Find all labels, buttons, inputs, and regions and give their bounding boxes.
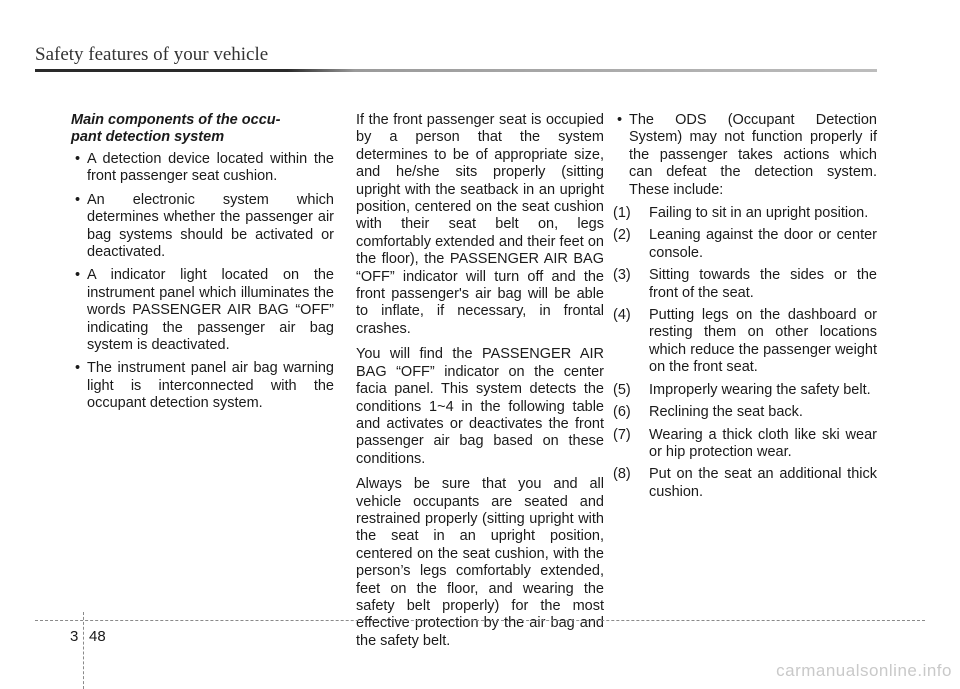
- list-item: • A indicator light located on the instrument panel which illuminates the words PASSENGER AIR BAG “OFF” indicating the passenger air bag system is deactivated.: [71, 267, 334, 354]
- conditions-list: [613, 205, 877, 501]
- components-list: [71, 151, 334, 413]
- item-text: Failing to sit in an upright position.: [649, 205, 869, 222]
- item-text: Putting legs on the dashboard or resting them on other locations which reduce the passenger weight on the front seat.: [649, 307, 877, 376]
- footer-vertical-divider: [83, 612, 84, 689]
- item-text: Sitting towards the sides or the front of the seat.: [649, 267, 877, 301]
- list-item: [613, 466, 877, 501]
- list-item: [613, 307, 877, 377]
- paragraph: Always be sure that you and all vehicle occupants are seated and restrained properly (sitting upright with the seat in an upright position, centered on the seat cushion, with the person’s legs comfortably extended, feet on the floor, and wearing the safety belt properly) for the most effective protection by the air bag and the safety belt.: [356, 476, 604, 649]
- list-item: • A detection device located within the front passenger seat cushion.: [71, 151, 334, 186]
- column-2: [356, 112, 604, 658]
- list-item: [613, 404, 877, 421]
- list-item: [613, 267, 877, 302]
- item-number: (1): [613, 205, 631, 222]
- item-number: (2): [613, 227, 631, 244]
- item-text: Reclining the seat back.: [649, 404, 803, 421]
- item-number: (5): [613, 381, 631, 398]
- watermark: carmanualsonline.info: [776, 661, 952, 680]
- column-3: [613, 112, 877, 506]
- item-text: Leaning against the door or center console.: [649, 227, 877, 261]
- item-number: (7): [613, 426, 631, 443]
- item-text: Put on the seat an additional thick cushion.: [649, 466, 877, 500]
- section-subheading: [71, 112, 334, 146]
- paragraph: You will find the PASSENGER AIR BAG “OFF” indicator on the center facia panel. This system detects the conditions 1~4 in the following table and activates or deactivates the front passenger air bag based on these conditions.: [356, 346, 604, 467]
- page-header-title: Safety features of your vehicle: [35, 44, 269, 65]
- list-item: • An electronic system which determines whether the passenger air bag systems should be activated or deactivated.: [71, 192, 334, 262]
- ods-warning-list: [613, 112, 877, 199]
- page-number: 48: [89, 628, 106, 645]
- footer-divider: [35, 620, 925, 621]
- item-number: (3): [613, 267, 631, 284]
- chapter-number: 3: [70, 628, 79, 645]
- list-item: [613, 427, 877, 462]
- item-text: Improperly wearing the safety belt.: [649, 381, 871, 398]
- list-item: [613, 227, 877, 262]
- column-1: [71, 112, 334, 419]
- header-rule: [35, 69, 877, 72]
- subheading-line-2: pant detection system: [71, 129, 225, 145]
- paragraph: If the front passenger seat is occupied by a person that the system determines to be of appropriate size, and he/she sits properly (sitting upright with the seatback in an upright position, centered on the seat cushion with their seat belt on, legs comfortably extended and their feet on the floor), the PASSENGER AIR BAG “OFF” indicator will turn off and the front passenger's air bag will be able to inflate, if necessary, in frontal crashes.: [356, 112, 604, 337]
- list-item: • The ODS (Occupant Detection System) may not function properly if the passenger takes actions which can defeat the detection system. These include:: [613, 112, 877, 199]
- item-number: (4): [613, 307, 631, 324]
- list-item: [613, 205, 877, 222]
- item-number: (6): [613, 404, 631, 421]
- list-item: [613, 382, 877, 399]
- list-item: • The instrument panel air bag warning light is interconnected with the occupant detection system.: [71, 360, 334, 412]
- subheading-line-1: Main components of the occu-: [71, 112, 281, 128]
- item-text: Wearing a thick cloth like ski wear or hip protection wear.: [649, 426, 877, 460]
- item-number: (8): [613, 466, 631, 483]
